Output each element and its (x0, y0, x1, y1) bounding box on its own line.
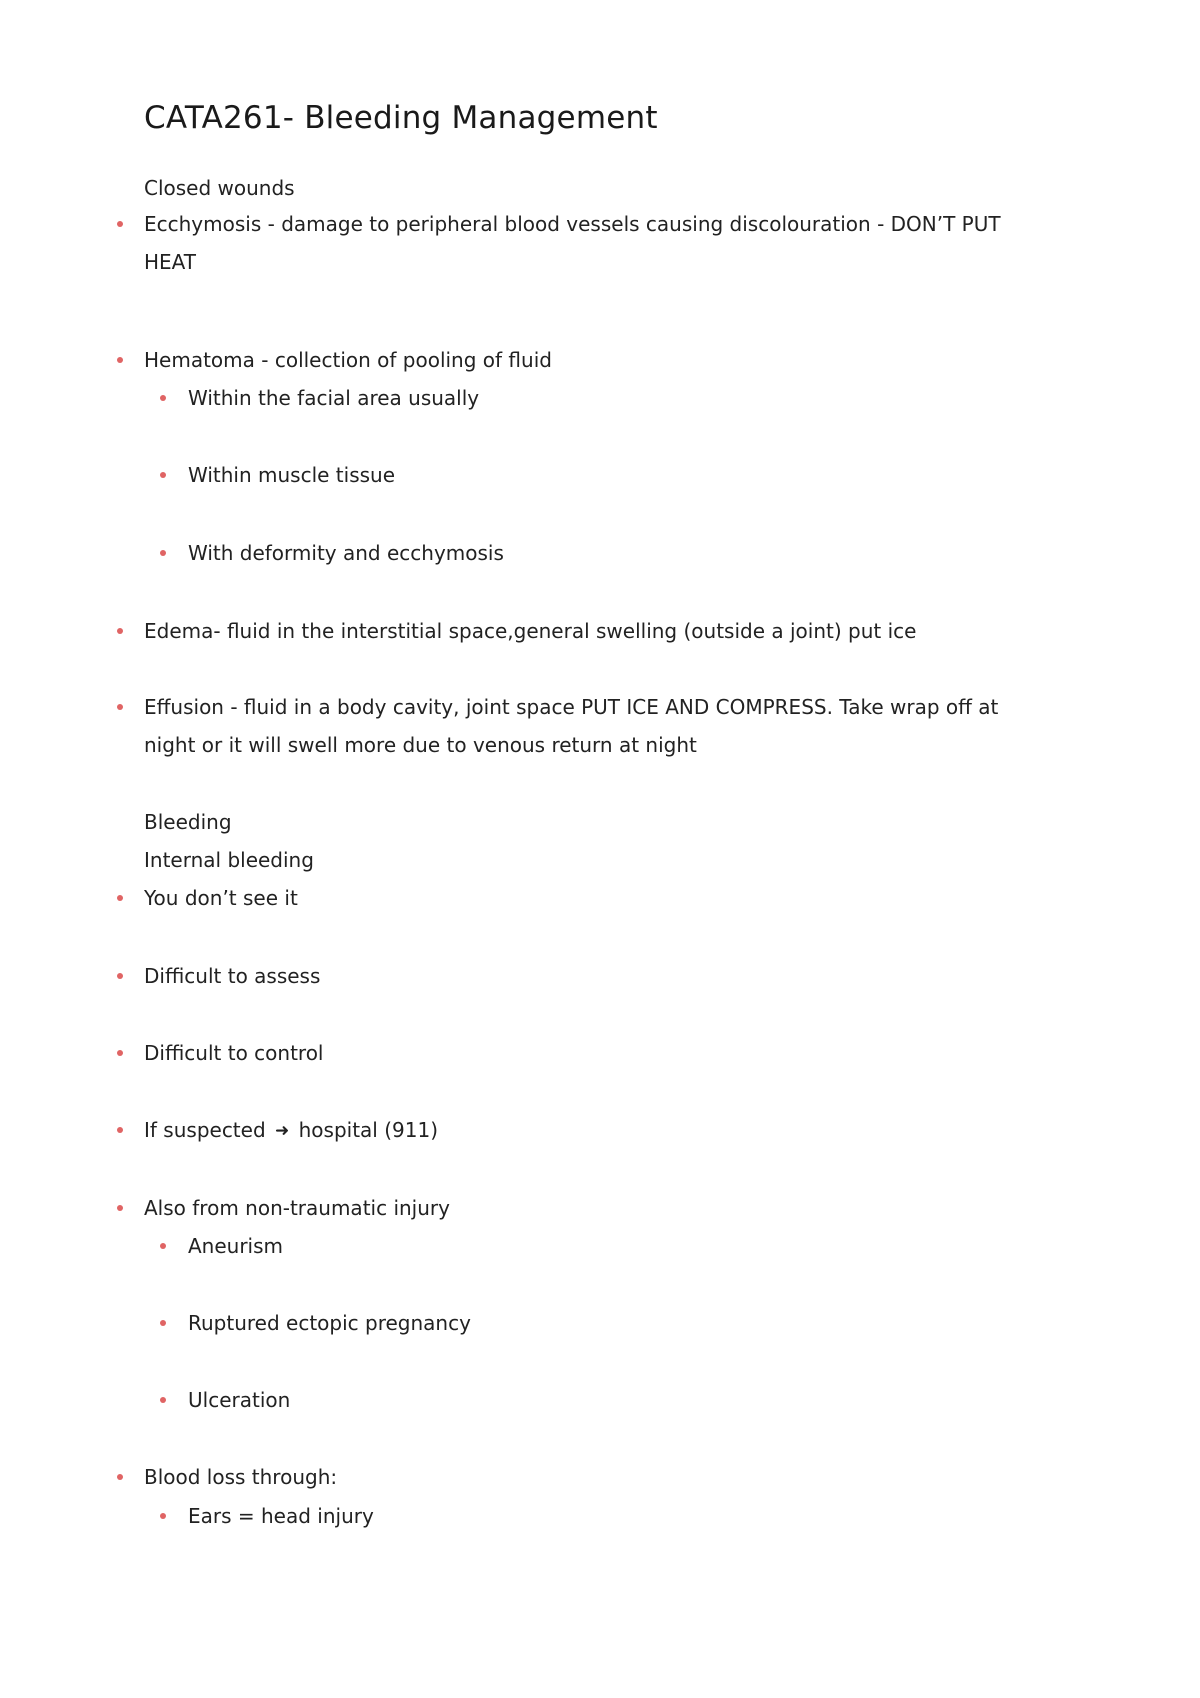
list-item-text: Difficult to assess (144, 964, 321, 988)
list-item-text: Difficult to control (144, 1041, 324, 1065)
sub-list-item-text: Ulceration (188, 1388, 291, 1412)
bullet-dot-icon (117, 1205, 123, 1211)
bullet-dot-icon (117, 1050, 123, 1056)
section-heading-bleeding: Bleeding (144, 810, 232, 834)
list-item-if-suspected (144, 1111, 438, 1150)
list-item-text: Blood loss through: (144, 1465, 338, 1489)
sub-heading-internal-bleeding: Internal bleeding (144, 848, 314, 872)
list-item (144, 879, 298, 917)
bullet-dot-icon (117, 973, 123, 979)
bullet-dot-icon (160, 1243, 166, 1249)
sub-list-item (188, 1381, 290, 1419)
sub-list-item (188, 1227, 283, 1265)
section-heading-closed-wounds: Closed wounds (144, 176, 295, 200)
list-item-text: Ecchymosis - damage to peripheral blood vessels causing discolouration - DON’T PUT HEAT (144, 212, 1001, 274)
sub-list-item-text: Within the facial area usually (188, 386, 480, 410)
list-item-text: Effusion - fluid in a body cavity, joint space PUT ICE AND COMPRESS. Take wrap off at night or it will swell more due to venous return at night (144, 695, 999, 757)
sub-list-item-text: With deformity and ecchymosis (188, 541, 504, 565)
list-item-text: You don’t see it (144, 886, 298, 910)
page-title: CATA261- Bleeding Management (144, 100, 658, 136)
sub-list-item-text: Ruptured ectopic pregnancy (188, 1311, 471, 1335)
list-item-text: hospital (911) (298, 1118, 438, 1142)
list-item-text: If suspected (144, 1118, 266, 1142)
bullet-dot-icon (117, 1474, 123, 1480)
bullet-dot-icon (160, 550, 166, 556)
list-item-text: Also from non-traumatic injury (144, 1196, 450, 1220)
bullet-dot-icon (160, 472, 166, 478)
sub-list-item (188, 1497, 374, 1535)
sub-list-item (188, 1304, 471, 1342)
sub-list-item (188, 456, 395, 494)
sub-list-item-text: Aneurism (188, 1234, 284, 1258)
list-item-blood-loss (144, 1458, 337, 1496)
list-item-non-traumatic (144, 1189, 450, 1227)
bullet-dot-icon (160, 1320, 166, 1326)
list-item-edema (144, 612, 916, 650)
bullet-dot-icon (117, 1127, 123, 1133)
sub-list-item-text: Within muscle tissue (188, 463, 396, 487)
list-item (144, 957, 320, 995)
right-arrow-icon: ➜ (275, 1121, 290, 1141)
bullet-dot-icon (117, 895, 123, 901)
list-item-text: Hematoma - collection of pooling of fluid (144, 348, 552, 372)
list-item-effusion (144, 688, 1024, 764)
bullet-dot-icon (117, 628, 123, 634)
list-item (144, 1034, 323, 1072)
sub-list-item (188, 534, 504, 572)
bullet-dot-icon (117, 704, 123, 710)
bullet-dot-icon (117, 357, 123, 363)
bullet-dot-icon (160, 1397, 166, 1403)
bullet-dot-icon (160, 1513, 166, 1519)
bullet-dot-icon (160, 395, 166, 401)
sub-list-item (188, 379, 479, 417)
list-item-ecchymosis (144, 205, 1024, 281)
bullet-dot-icon (117, 221, 123, 227)
list-item-hematoma (144, 341, 552, 379)
list-item-text: Edema- fluid in the interstitial space,general swelling (outside a joint) put ice (144, 619, 917, 643)
sub-list-item-text: Ears = head injury (188, 1504, 374, 1528)
